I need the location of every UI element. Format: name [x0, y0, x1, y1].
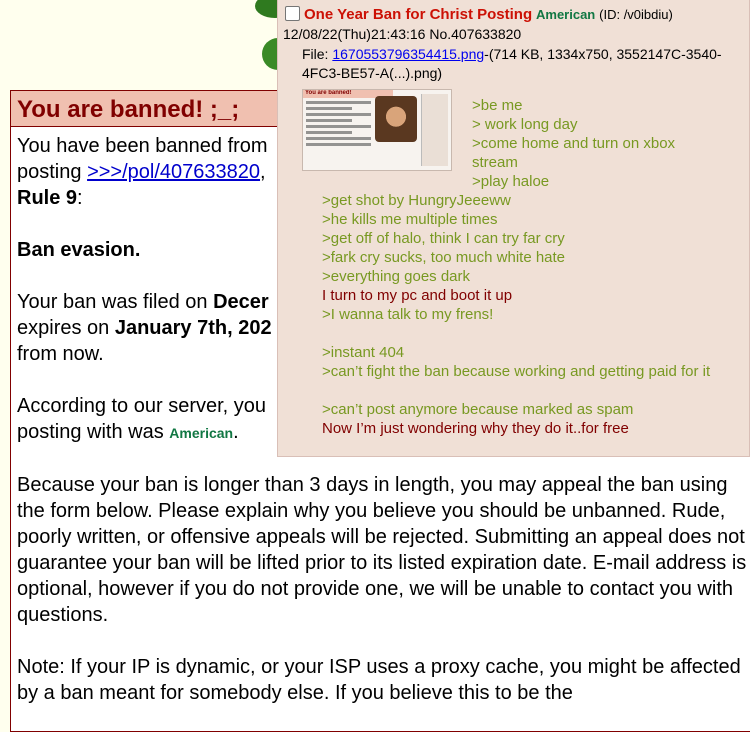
post-image-thumbnail[interactable] [302, 89, 452, 171]
post-line: >can’t post anymore because marked as spam [322, 401, 634, 418]
post-line: > work long day [472, 116, 578, 133]
floating-post [277, 0, 750, 457]
post-line: stream [472, 154, 518, 171]
posting-with-text: posting with was [17, 421, 170, 443]
post-line: >I wanna talk to my frens! [322, 306, 494, 323]
thumb-side-panel [421, 94, 448, 166]
post-line: >get off of halo, think I can try far cry [322, 230, 565, 247]
note-text: Note: If your IP is dynamic, or your ISP uses a proxy cache, you might be affected by a ban meant for somebody else. If you believe this to be the [17, 656, 741, 704]
expires-label: expires on [17, 317, 115, 339]
post-select-checkbox[interactable] [285, 6, 300, 21]
post-line: >everything goes dark [322, 268, 471, 285]
file-link[interactable]: 1670553796354415.png [332, 46, 485, 62]
file-meta: -(714 KB, 1334x750, 3552147C-3540-4FC3-BE57-A(...).png) [302, 46, 722, 81]
post-line: >he kills me multiple times [322, 211, 498, 228]
post-line: >can’t fight the ban because working and getting paid for it [322, 363, 711, 380]
file-info [302, 45, 747, 83]
post-line: I turn to my pc and boot it up [322, 287, 513, 304]
post-line: >get shot by HungryJeeeww [322, 192, 511, 209]
post-line: >come home and turn on xbox [472, 135, 676, 152]
poster-name: American [536, 7, 596, 22]
ban-title: You are banned! ;_; [11, 91, 750, 127]
post-line: >play haloe [472, 173, 550, 190]
post-line: >be me [472, 97, 523, 114]
post-line: Now I’m just wondering why they do it..for free [322, 420, 629, 437]
country-name: American [169, 425, 234, 441]
poster-id[interactable]: (ID: /v0ibdiu) [599, 7, 673, 22]
appeal-text: Because your ban is longer than 3 days in length, you may appeal the ban using the form below. Please explain why you believe you should be unbanned. Rude, poorly written, or offensive appeals will be rejected. Submitting an appeal does not guarantee your ban will be lifted prior to its listed expiration date. E-mail address is optional, however if you do not provide one, we will be unable to contact you with questions. [17, 474, 747, 626]
ban-line: You have been banned from [17, 135, 268, 157]
file-label: File: [302, 46, 333, 62]
punctuation: : [77, 187, 83, 209]
post-header [285, 6, 673, 23]
filed-date: Decer [213, 291, 269, 313]
punctuation: , [260, 161, 266, 183]
ban-line: posting [17, 161, 88, 183]
post-line: >instant 404 [322, 344, 405, 361]
from-now-text: from now. [17, 343, 104, 365]
expires-date: January 7th, 202 [114, 317, 272, 339]
post-subject: One Year Ban for Christ Posting [304, 6, 533, 23]
ban-reason: Ban evasion. [17, 239, 141, 261]
post-line: >fark cry sucks, too much white hate [322, 249, 566, 266]
rule-label: Rule 9 [17, 187, 78, 209]
filed-label: Your ban was filed on [17, 291, 214, 313]
jesus-image [375, 96, 417, 142]
thumb-text [306, 101, 371, 149]
banned-post-link[interactable]: >>>/pol/407633820 [87, 161, 261, 183]
server-text: According to our server, you [17, 395, 267, 417]
thumb-title: You are banned! [305, 90, 352, 96]
post-date-number[interactable]: 12/08/22(Thu)21:43:16 No.407633820 [283, 26, 522, 42]
punctuation: . [233, 421, 239, 443]
